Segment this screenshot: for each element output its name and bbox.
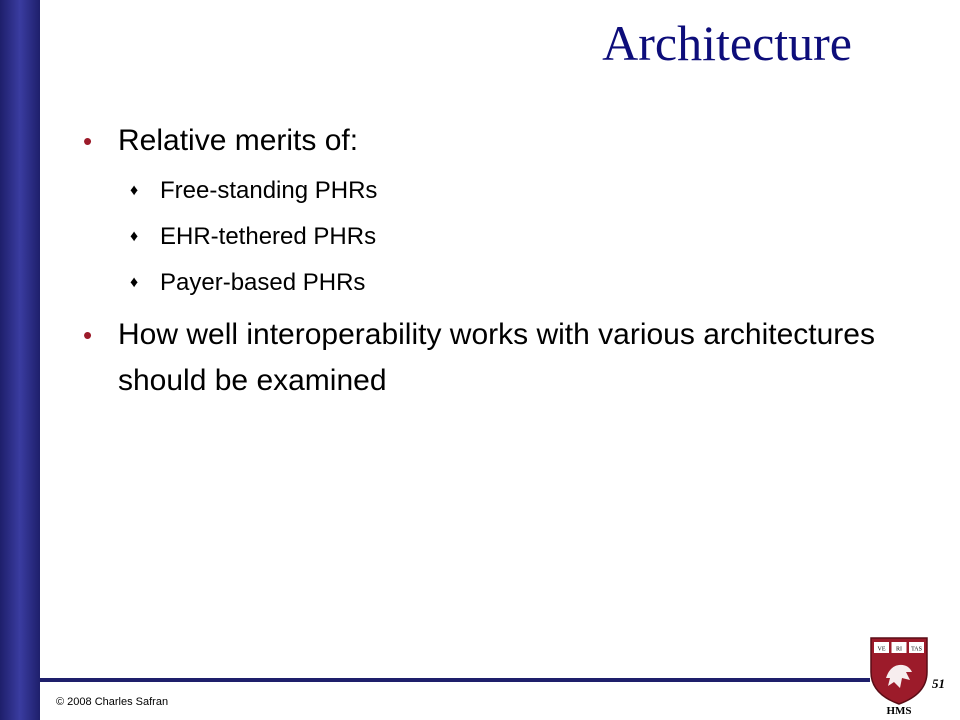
- harvard-shield-icon: [866, 632, 932, 716]
- sub-bullet-text: EHR-tethered PHRs: [160, 223, 377, 250]
- bullet-dot-icon: •: [83, 320, 93, 350]
- sub-bullet-list: [80, 168, 880, 306]
- shield-motto-text: RI: [896, 646, 902, 653]
- diamond-bullet-icon: ♦: [130, 182, 139, 199]
- sub-bullet-text: Payer-based PHRs: [160, 269, 366, 296]
- shield-motto-text: TAS: [911, 646, 922, 653]
- page-number: 51: [932, 676, 945, 691]
- diamond-bullet-icon: ♦: [130, 228, 139, 245]
- diamond-bullet-icon: ♦: [130, 274, 139, 291]
- sub-bullet-item: [80, 260, 880, 306]
- bullet-item: [80, 312, 880, 404]
- bullet-item: [80, 118, 880, 164]
- bullet-text: How well interoperability works with various architectures should be examined: [118, 318, 875, 397]
- sub-bullet-item: [80, 168, 880, 214]
- slide-body: [80, 118, 880, 404]
- footer-divider: [40, 678, 870, 682]
- bullet-text: Relative merits of:: [118, 124, 359, 157]
- left-accent-bar: [0, 0, 40, 720]
- shield-motto-text: VE: [877, 646, 886, 653]
- logo-text: HMS: [886, 705, 912, 716]
- slide-title: Architecture: [602, 15, 852, 71]
- copyright-notice: © 2008 Charles Safran: [56, 696, 169, 708]
- sub-bullet-item: [80, 214, 880, 260]
- bullet-dot-icon: •: [83, 126, 93, 156]
- sub-bullet-text: Free-standing PHRs: [160, 177, 378, 204]
